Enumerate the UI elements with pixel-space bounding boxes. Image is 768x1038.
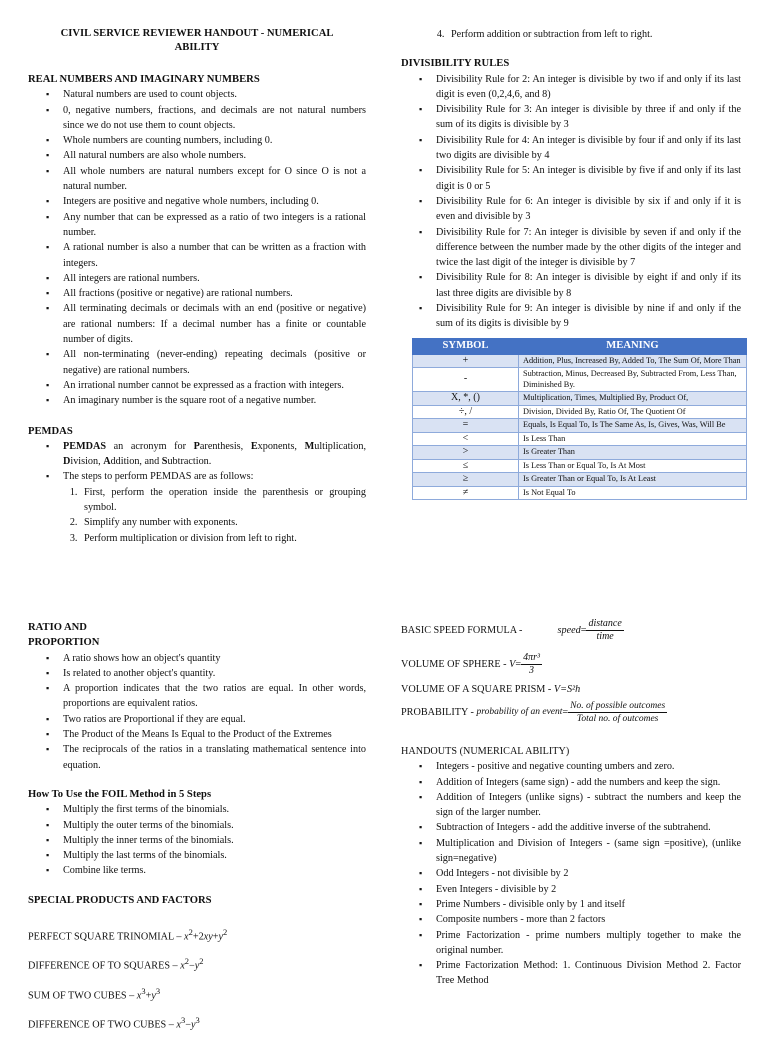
list-item: ▪ An imaginary number is the square root of a negative number. xyxy=(63,393,366,408)
right-column-top xyxy=(401,27,741,500)
list-item: ▪ Divisibility Rule for 7: An integer is divisible by seven if and only if the difference between the number made by the other digits of the integer and twice the last digit of the integer is divisible by 7 xyxy=(436,225,741,271)
pemdas-list xyxy=(28,439,366,485)
meaning-cell: Multiplication, Times, Multiplied By, Product Of, xyxy=(519,392,747,406)
document-title: CIVIL SERVICE REVIEWER HANDOUT - NUMERICAL ABILITY xyxy=(60,28,334,53)
difference-of-cubes: DIFFERENCE OF TWO CUBES – $x^3-y^3$ xyxy=(28,1015,200,1031)
list-item: ▪ Prime Factorization - prime numbers multiply together to make the original number. xyxy=(436,928,741,959)
step-item: 3. Perform multiplication or division from left to right. xyxy=(80,531,366,546)
pemdas-steps xyxy=(28,485,366,546)
table-row xyxy=(413,368,747,392)
sphere-volume-formula: VOLUME OF SPHERE - V= $\frac{\text{4πr³}}{3}$ xyxy=(401,652,540,676)
list-item: ▪ Multiply the inner terms of the binomials. xyxy=(63,833,366,848)
table-row xyxy=(413,405,747,419)
list-item: ▪ Divisibility Rule for 2: An integer is divisible by two if and only if its last digit is even (0,2,4,6, and 8) xyxy=(436,72,741,103)
foil-list xyxy=(28,802,366,878)
list-item: ▪ Divisibility Rule for 8: An integer is divisible by eight if and only if its last three digits are divisible by 8 xyxy=(436,270,741,301)
list-item: ▪ Integers are positive and negative whole numbers, including 0. xyxy=(63,194,366,209)
left-column-bottom xyxy=(28,620,366,1038)
list-item: ▪ Addition of Integers (unlike signs) - subtract the numbers and keep the sign of the larger number. xyxy=(436,790,741,821)
meaning-column-header: MEANING xyxy=(519,338,747,354)
table-row xyxy=(413,354,747,368)
table-row xyxy=(413,459,747,473)
symbol-cell: = xyxy=(413,419,519,433)
list-item: ▪ Multiplication and Division of Integers - (same sign =positive), (unlike sign=negative) xyxy=(436,836,741,867)
list-item: ▪ Divisibility Rule for 4: An integer is divisible by four if and only if its last two digits are divisible by 4 xyxy=(436,133,741,164)
list-item: ▪ Subtraction of Integers - add the additive inverse of the subtrahend. xyxy=(436,820,741,835)
list-item: ▪ All fractions (positive or negative) are rational numbers. xyxy=(63,286,366,301)
meaning-cell: Is Not Equal To xyxy=(519,486,747,500)
list-item: ▪ All natural numbers are also whole numbers. xyxy=(63,148,366,163)
list-item: ▪ Even Integers - divisible by 2 xyxy=(436,882,741,897)
list-item: ▪ Multiply the first terms of the binomials. xyxy=(63,802,366,817)
table-row xyxy=(413,419,747,433)
list-item: ▪ All non-terminating (never-ending) repeating decimals (positive or negative) are rational numbers. xyxy=(63,347,366,378)
list-item: ▪ Multiply the last terms of the binomials. xyxy=(63,848,366,863)
list-item: ▪ Prime Numbers - divisible only by 1 and itself xyxy=(436,897,741,912)
meaning-cell: Is Less Than or Equal To, Is At Most xyxy=(519,459,747,473)
list-item: ▪ 0, negative numbers, fractions, and decimals are not natural numbers since we do not use them to count objects. xyxy=(63,103,366,134)
list-item: ▪ Multiply the outer terms of the binomials. xyxy=(63,818,366,833)
meaning-cell: Division, Divided By, Ratio Of, The Quotient Of xyxy=(519,405,747,419)
list-item: ▪ Addition of Integers (same sign) - add the numbers and keep the sign. xyxy=(436,775,741,790)
real-numbers-list xyxy=(28,87,366,408)
perfect-square-trinomial: PERFECT SQUARE TRINOMIAL – $x^2+2xy+y^2$ xyxy=(28,927,228,943)
meaning-cell: Subtraction, Minus, Decreased By, Subtracted From, Less Than, Diminished By. xyxy=(519,368,747,392)
pemdas-steps-continued xyxy=(401,27,741,42)
step-item: 4. Perform addition or subtraction from left to right. xyxy=(447,27,741,42)
symbol-table xyxy=(412,338,747,501)
list-item: ▪ Whole numbers are counting numbers, including 0. xyxy=(63,133,366,148)
list-item: ▪ The reciprocals of the ratios in a translating mathematical sentence into equation. xyxy=(63,742,366,773)
meaning-cell: Is Less Than xyxy=(519,432,747,446)
divisibility-heading: DIVISIBILITY RULES xyxy=(401,58,510,70)
step-item: 1. First, perform the operation inside the parenthesis or grouping symbol. xyxy=(80,485,366,516)
list-item: ▪ All integers are rational numbers. xyxy=(63,271,366,286)
list-item: ▪ Divisibility Rule for 9: An integer is divisible by nine if and only if the sum of its digits is divisible by 9 xyxy=(436,301,741,332)
list-item: ▪ Composite numbers - more than 2 factors xyxy=(436,912,741,927)
symbol-cell: < xyxy=(413,432,519,446)
list-item: ▪ Divisibility Rule for 6: An integer is divisible by six if and only if it is even and divisible by 3 xyxy=(436,194,741,225)
left-column-top xyxy=(28,27,366,546)
meaning-cell: Addition, Plus, Increased By, Added To, The Sum Of, More Than xyxy=(519,354,747,368)
list-item: ▪ The steps to perform PEMDAS are as follows: xyxy=(63,469,366,484)
foil-heading: How To Use the FOIL Method in 5 Steps xyxy=(28,788,212,800)
symbol-column-header: SYMBOL xyxy=(413,338,519,354)
ratio-list xyxy=(28,651,366,773)
list-item: ▪ Any number that can be expressed as a ratio of two integers is a rational number. xyxy=(63,210,366,241)
list-item: ▪ A proportion indicates that the two ratios are equal. In other words, proportions are equivalent ratios. xyxy=(63,681,366,712)
ratio-heading-line2: PROPORTION xyxy=(28,637,100,649)
list-item: ▪ An irrational number cannot be expressed as a fraction with integers. xyxy=(63,378,366,393)
probability-formula: PROBABILITY - probability of an event= $\frac{\text{No. of possible outcomes}}{\text{Total no. of outcomes}}$ xyxy=(401,701,666,724)
symbol-cell: ≠ xyxy=(413,486,519,500)
pemdas-definition: ▪ PEMDAS an acronym for Parenthesis, Exponents, Multiplication, Division, Addition, and Subtraction. xyxy=(63,439,366,470)
table-row xyxy=(413,432,747,446)
list-item: ▪ Is related to another object's quantity. xyxy=(63,666,366,681)
handouts-heading: HANDOUTS (NUMERICAL ABILITY) xyxy=(401,746,570,757)
right-column-bottom xyxy=(401,618,741,989)
symbol-cell: > xyxy=(413,446,519,460)
list-item: ▪ Divisibility Rule for 3: An integer is divisible by three if and only if the sum of its digits is divisible by 3 xyxy=(436,102,741,133)
table-header xyxy=(413,338,747,354)
symbol-cell: ÷, / xyxy=(413,405,519,419)
list-item: ▪ Odd Integers - not divisible by 2 xyxy=(436,866,741,881)
list-item: ▪ Natural numbers are used to count objects. xyxy=(63,87,366,102)
ratio-heading-line1: RATIO AND xyxy=(28,622,87,633)
table-row xyxy=(413,392,747,406)
list-item: ▪ All terminating decimals or decimals with an end (positive or negative) are rational numbers: If a decimal number has a finite or countable number of digits. xyxy=(63,301,366,347)
list-item: ▪ The Product of the Means Is Equal to the Product of the Extremes xyxy=(63,727,366,742)
difference-of-squares: DIFFERENCE OF TO SQUARES – $x^2-y^2$ xyxy=(28,956,204,972)
list-item: ▪ Two ratios are Proportional if they are equal. xyxy=(63,712,366,727)
list-item: ▪ All whole numbers are natural numbers except for O since O is not a natural number. xyxy=(63,164,366,195)
square-prism-volume-formula: VOLUME OF A SQUARE PRISM - V=S²h xyxy=(401,684,581,695)
meaning-cell: Is Greater Than xyxy=(519,446,747,460)
special-products-heading: SPECIAL PRODUCTS AND FACTORS xyxy=(28,894,212,906)
symbol-cell: + xyxy=(413,354,519,368)
list-item: ▪ Prime Factorization Method: 1. Continuous Division Method 2. Factor Tree Method xyxy=(436,958,741,989)
real-numbers-heading: REAL NUMBERS AND IMAGINARY NUMBERS xyxy=(28,74,260,85)
step-item: 2. Simplify any number with exponents. xyxy=(80,515,366,530)
list-item: ▪ Integers - positive and negative counting umbers and zero. xyxy=(436,759,741,774)
list-item: ▪ A ratio shows how an object's quantity xyxy=(63,651,366,666)
table-row xyxy=(413,446,747,460)
table-row xyxy=(413,486,747,500)
table-row xyxy=(413,473,747,487)
meaning-cell: Equals, Is Equal To, Is The Same As, Is, Gives, Was, Will Be xyxy=(519,419,747,433)
list-item: ▪ Combine like terms. xyxy=(63,863,366,878)
pemdas-heading: PEMDAS xyxy=(28,425,73,437)
symbol-cell: X, *, () xyxy=(413,392,519,406)
symbol-cell: ≥ xyxy=(413,473,519,487)
list-item: ▪ A rational number is also a number that can be written as a fraction with integers. xyxy=(63,240,366,271)
meaning-cell: Is Greater Than or Equal To, Is At Least xyxy=(519,473,747,487)
handouts-list xyxy=(401,759,741,988)
symbol-cell: - xyxy=(413,368,519,392)
divisibility-list xyxy=(401,72,741,332)
list-item: ▪ Divisibility Rule for 5: An integer is divisible by five if and only if its last digit is 0 or 5 xyxy=(436,163,741,194)
speed-formula: BASIC SPEED FORMULA - speed= $\frac{\text{distance}}{\text{time}}$ xyxy=(401,618,622,642)
sum-of-cubes: SUM OF TWO CUBES – $x^3+y^3$ xyxy=(28,985,161,1002)
symbol-cell: ≤ xyxy=(413,459,519,473)
